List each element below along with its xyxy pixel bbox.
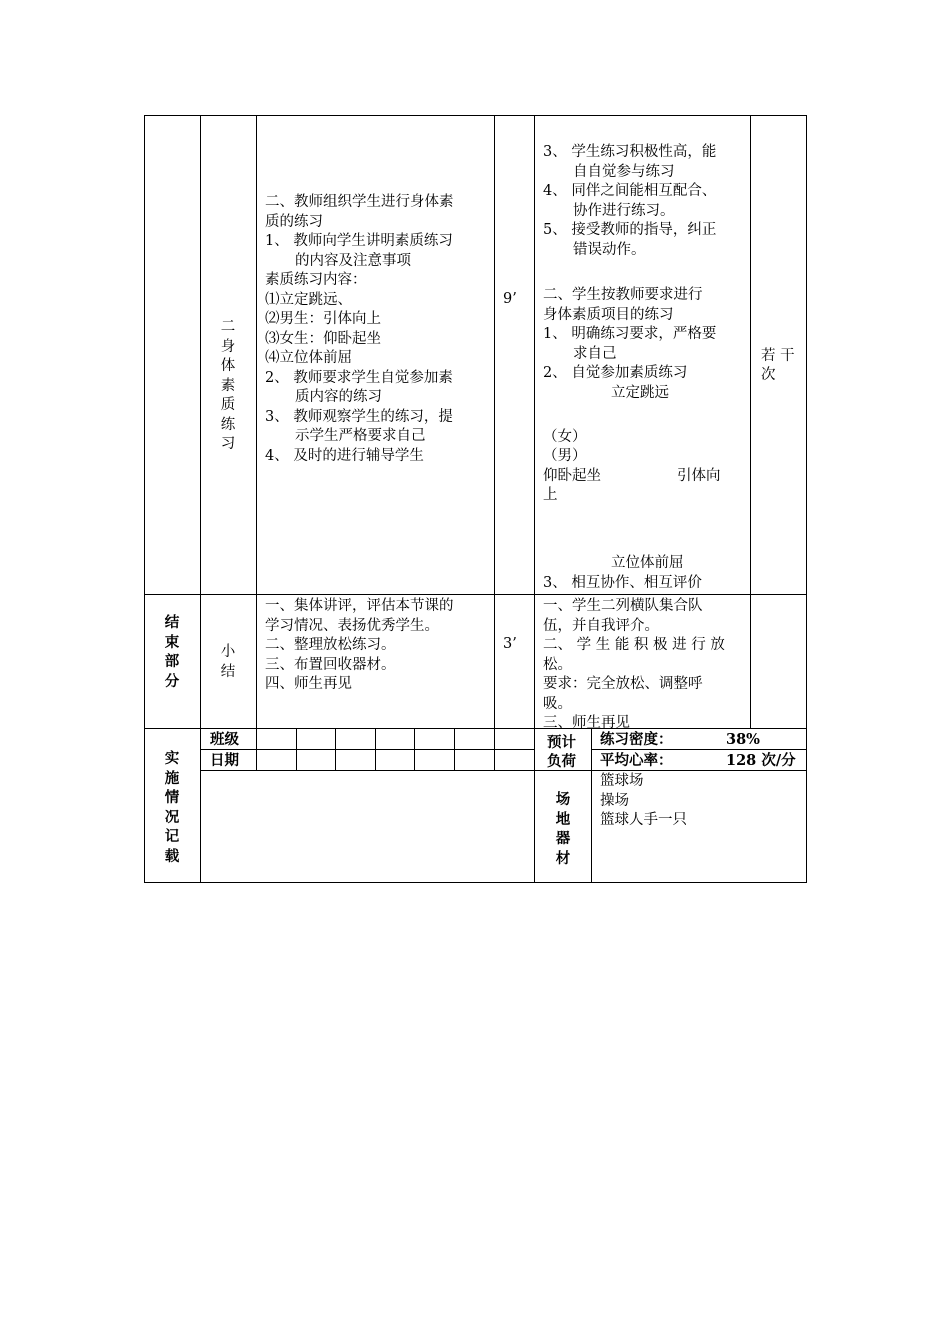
student-line: 二、 学 生 能 积 极 进 行 放	[543, 637, 725, 653]
male-label: （男）	[543, 448, 587, 464]
cooperate-line: 3、 相互协作、相互评价	[543, 575, 702, 591]
teacher-line: 一、集体讲评，评估本节课的	[265, 598, 454, 614]
venue-label-char: 地	[555, 810, 571, 828]
standing-jump-label: 立定跳远	[611, 385, 669, 401]
density-value: 38%	[726, 731, 760, 748]
teacher-line: 学习情况、表扬优秀学生。	[265, 617, 439, 634]
heart-rate-label: 平均心率：	[600, 752, 673, 769]
section2-count-b: 次	[761, 367, 776, 383]
section2-label-char: 二	[220, 319, 236, 335]
table-border-top	[144, 115, 806, 116]
venue-label-char: 场	[555, 791, 571, 808]
student-line: 4、 同伴之间能相互配合、	[543, 183, 717, 199]
grid-col-g	[494, 728, 495, 771]
ending-sub-label	[218, 643, 238, 682]
teacher-line: 二、教师组织学生进行身体素	[265, 194, 454, 210]
female-label: （女）	[543, 429, 587, 445]
col-divider-1	[200, 115, 201, 883]
col-divider-4	[534, 115, 535, 883]
table-border-right	[806, 115, 807, 883]
section2-label-char: 素	[220, 377, 236, 394]
venue-item: 操场	[600, 792, 629, 809]
grid-col-f	[454, 728, 455, 771]
venue-list	[600, 772, 687, 831]
teacher-line: 质的练习	[265, 213, 323, 230]
venue-item: 篮球人手一只	[600, 812, 687, 828]
teacher-line: 四、师生再见	[265, 676, 352, 692]
ending-label-char: 部	[164, 653, 180, 670]
teacher-line: 二、整理放松练习。	[265, 637, 396, 653]
record-label-char: 施	[164, 769, 180, 787]
student-line: 一、学生二列横队集合队	[543, 598, 703, 614]
venue-item: 篮球场	[600, 773, 644, 789]
pullup-label-b: 上	[543, 487, 558, 503]
venue-label-char: 器	[555, 830, 571, 847]
col-divider-3	[494, 115, 495, 729]
load-label-b: 负荷	[547, 753, 576, 770]
grid-col-a	[256, 728, 257, 771]
ending-teacher-content	[265, 597, 454, 695]
teacher-line: 示学生严格要求自己	[295, 428, 426, 444]
student-line: 错误动作。	[573, 241, 646, 258]
teacher-line: 3、 教师观察学生的练习，提	[265, 408, 453, 425]
record-label	[162, 749, 182, 866]
section2-time: 9’	[503, 291, 517, 307]
student-line: 伍，并自我评介。	[543, 617, 659, 634]
section2-label-char: 身	[220, 338, 236, 355]
teacher-line: 素质练习内容：	[265, 272, 367, 288]
record-label-char: 实	[164, 750, 180, 767]
grid-col-e	[414, 728, 415, 771]
record-label-char: 情	[164, 789, 180, 806]
section2-teacher-content	[265, 193, 454, 466]
student-line: 求自己	[573, 345, 617, 362]
ending-sub-char: 结	[220, 663, 236, 680]
date-label: 日期	[210, 752, 239, 769]
student-line: 2、 自觉参加素质练习	[543, 365, 688, 381]
load-label-a: 预计	[547, 734, 576, 751]
student-line: 松。	[543, 656, 572, 673]
row-divider-ending	[144, 594, 806, 595]
col-divider-5	[750, 115, 751, 729]
record-label-char: 载	[164, 847, 180, 865]
teacher-line: 的内容及注意事项	[295, 252, 411, 269]
student-line: 3、 学生练习积极性高，能	[543, 144, 717, 160]
venue-label	[553, 790, 573, 868]
record-label-char: 记	[164, 828, 180, 845]
student-line: 二、学生按教师要求进行	[543, 287, 703, 303]
teacher-line: ⑶女生：仰卧起坐	[265, 330, 381, 347]
table-border-left	[144, 115, 145, 883]
col-divider-2	[256, 115, 257, 729]
record-label-char: 况	[164, 808, 180, 826]
class-date-divider	[200, 749, 534, 750]
student-line: 三、师生再见	[543, 715, 630, 731]
teacher-line: 2、 教师要求学生自觉参加素	[265, 369, 453, 386]
sit-reach-label: 立位体前屈	[611, 555, 684, 571]
ending-label-char: 束	[164, 633, 180, 651]
class-label: 班级	[210, 731, 239, 748]
student-line: 1、 明确练习要求，严格要	[543, 326, 717, 342]
grid-col-d	[375, 728, 376, 771]
section2-label-char: 体	[220, 358, 236, 374]
load-label-divider	[591, 728, 592, 883]
record-grid-bottom	[200, 770, 806, 771]
grid-col-b	[296, 728, 297, 771]
teacher-line: 1、 教师向学生讲明素质练习	[265, 233, 453, 249]
student-line: 要求：完全放松、调整呼	[543, 676, 703, 692]
section2-label-char: 练	[220, 416, 236, 433]
teacher-line: ⑴立定跳远、	[265, 291, 352, 308]
teacher-line: 三、布置回收器材。	[265, 656, 396, 673]
pullup-label-a: 引体向	[677, 468, 721, 484]
teacher-line: ⑵男生：引体向上	[265, 311, 381, 327]
section2-student-top	[543, 143, 716, 260]
heart-rate-value: 128 次/分	[726, 752, 796, 769]
density-label: 练习密度：	[600, 731, 673, 748]
ending-time: 3’	[503, 636, 517, 652]
student-line: 5、 接受教师的指导，纠正	[543, 222, 717, 238]
teacher-line: ⑷立位体前屈	[265, 350, 352, 366]
ending-label-char: 结	[164, 614, 180, 631]
section2-label	[218, 318, 238, 455]
student-line: 自自觉参与练习	[573, 163, 675, 180]
situp-label: 仰卧起坐	[543, 468, 601, 484]
section2-label-char: 质	[220, 397, 236, 413]
venue-label-char: 材	[555, 849, 571, 867]
section2-student-mid	[543, 286, 716, 384]
section2-label-char: 习	[220, 436, 236, 452]
grid-col-c	[335, 728, 336, 771]
ending-label-char: 分	[164, 672, 180, 690]
ending-sub-char: 小	[220, 644, 236, 660]
ending-student-content	[543, 597, 725, 734]
student-line: 吸。	[543, 695, 572, 712]
section2-count-a: 若 干	[761, 348, 795, 364]
teacher-line: 4、 及时的进行辅导学生	[265, 447, 424, 464]
teacher-line: 质内容的练习	[295, 389, 382, 405]
student-line: 身体素质项目的练习	[543, 306, 674, 323]
ending-label	[162, 613, 182, 691]
table-border-bottom	[144, 882, 806, 883]
student-line: 协作进行练习。	[573, 202, 675, 219]
